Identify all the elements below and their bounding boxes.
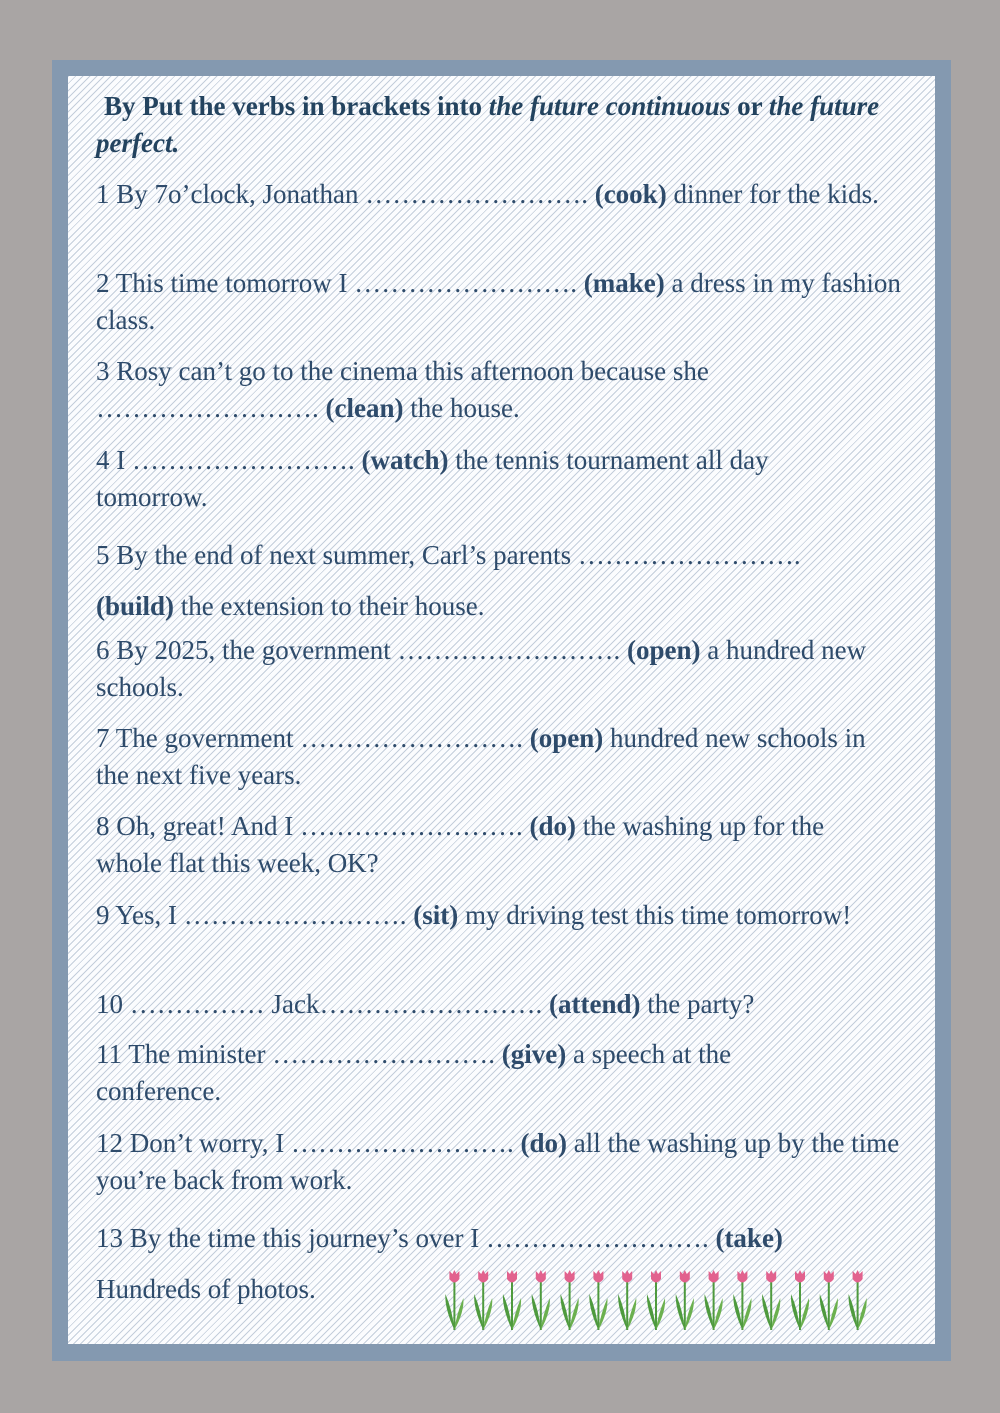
question-8-verb: (do): [529, 811, 576, 841]
question-2: [96, 265, 911, 339]
tulip-icon: [561, 1270, 579, 1330]
question-13-rest: Hundreds of photos.: [96, 1274, 316, 1304]
tulip-icon: [762, 1270, 780, 1330]
question-9: [96, 897, 856, 934]
tulip-icon: [445, 1270, 463, 1330]
tulip-icon: [532, 1270, 550, 1330]
question-1-text: 1 By 7o’clock, Jonathan …………………….: [96, 179, 595, 209]
question-6-verb: (open): [626, 635, 701, 665]
question-7: [96, 720, 876, 794]
question-4-rest: the tennis tournament all day tomorrow.: [96, 445, 769, 512]
tulip-icon: [503, 1270, 521, 1330]
question-5-text: 5 By the end of next summer, Carl’s parents …………………….: [96, 540, 801, 570]
question-10: [96, 986, 911, 1023]
question-2-text: 2 This time tomorrow I …………………….: [96, 268, 584, 298]
question-2-verb: (make): [583, 268, 665, 298]
question-7-text: 7 The government …………………….: [96, 723, 530, 753]
question-9-rest: my driving test this time tomorrow!: [458, 900, 852, 930]
question-13-verb: (take): [715, 1223, 783, 1253]
question-10-rest: the party?: [640, 989, 755, 1019]
question-4-text: 4 I …………………….: [96, 445, 362, 475]
tulip-icon: [618, 1270, 636, 1330]
question-7-verb: (open): [529, 723, 604, 753]
question-6-rest: a hundred new schools.: [96, 635, 867, 702]
question-9-verb: (sit): [413, 900, 459, 930]
question-11-rest: a speech at the conference.: [96, 1039, 732, 1106]
question-3: [96, 353, 796, 427]
question-5-rest: the extension to their house.: [174, 591, 485, 621]
question-6: [96, 632, 911, 706]
question-3-rest: the house.: [403, 393, 520, 423]
question-4: [96, 442, 866, 516]
question-10-text: 10 …………… Jack…………………….: [96, 989, 549, 1019]
question-8-text: 8 Oh, great! And I …………………….: [96, 811, 530, 841]
tulip-icon: [820, 1270, 838, 1330]
question-3-text: 3 Rosy can’t go to the cinema this afternoon because she …………………….: [96, 356, 709, 423]
question-5-verb: (build): [96, 591, 175, 621]
tense-future-continuous: the future continuous: [488, 91, 731, 121]
instructions-text: By Put the verbs in brackets into: [104, 91, 489, 121]
question-12-rest: all the washing up by the time you’re back from work.: [96, 1128, 900, 1195]
instructions-or: or: [730, 91, 769, 121]
question-11: [96, 1036, 856, 1110]
instructions-heading: [96, 88, 906, 162]
tulip-icon: [733, 1270, 751, 1330]
question-12-verb: (do): [520, 1128, 567, 1158]
tulip-icon: [474, 1270, 492, 1330]
question-8-rest: the washing up for the whole flat this week, OK?: [96, 811, 825, 878]
question-2-rest: a dress in my fashion class.: [96, 268, 901, 335]
tense-future-perfect: the future perfect.: [96, 91, 880, 158]
question-11-verb: (give): [501, 1039, 567, 1069]
question-8: [96, 808, 886, 882]
question-9-text: 9 Yes, I …………………….: [96, 900, 414, 930]
tulip-icon: [589, 1270, 607, 1330]
question-6-text: 6 By 2025, the government …………………….: [96, 635, 627, 665]
tulip-icon: [705, 1270, 723, 1330]
tulip-icon: [791, 1270, 809, 1330]
question-1: [96, 176, 911, 213]
question-5: [96, 530, 911, 632]
question-11-text: 11 The minister …………………….: [96, 1039, 502, 1069]
question-7-rest: hundred new schools in the next five years.: [96, 723, 866, 790]
question-12: [96, 1125, 911, 1199]
tulip-icon: [647, 1270, 665, 1330]
question-4-verb: (watch): [361, 445, 449, 475]
question-1-verb: (cook): [594, 179, 667, 209]
tulip-row-icon: [440, 1268, 872, 1332]
question-3-verb: (clean): [325, 393, 404, 423]
question-10-verb: (attend): [548, 989, 641, 1019]
question-12-text: 12 Don’t worry, I …………………….: [96, 1128, 521, 1158]
question-13-text: 13 By the time this journey’s over I …………………….: [96, 1223, 716, 1253]
tulip-icon: [849, 1270, 867, 1330]
question-1-rest: dinner for the kids.: [666, 179, 879, 209]
tulip-icon: [676, 1270, 694, 1330]
